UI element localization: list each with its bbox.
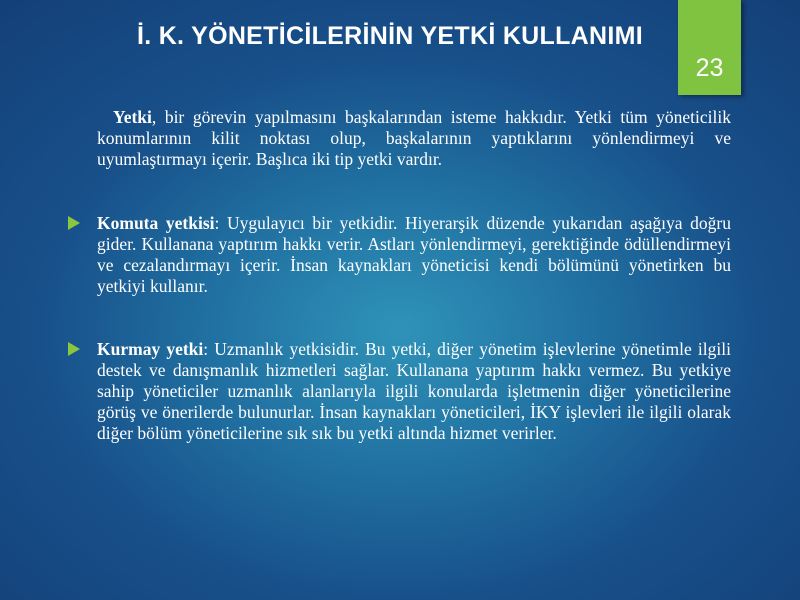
bullet-kurmay	[97, 339, 731, 444]
slide-title: İ. K. YÖNETİCİLERİNİN YETKİ KULLANIMI	[136, 22, 644, 50]
bullet-paragraph	[97, 339, 731, 444]
triangle-bullet-icon	[68, 216, 80, 230]
bullet-term: Komuta yetkisi	[97, 213, 215, 233]
bullet-komuta	[97, 213, 731, 297]
intro-paragraph	[97, 107, 731, 170]
intro-text: , bir görevin yapılmasını başkalarından isteme hakkıdır. Yetki tüm yöneticilik konumlarının kilit noktası olup, başkalarının yaptıklarını yönlendirmeyi ve uyumlaştırmayı içerir. Başlıca iki tip yetki vardır.	[97, 107, 731, 169]
bullet-text: : Uzmanlık yetkisidir. Bu yetki, diğer yönetim işlevlerine yönetimle ilgili destek ve danışmanlık hizmetleri sağlar. Kullanana yaptırım hakkı vermez. Bu yetkiye sahip yöneticiler uzmanlık alanlarıyla ilgili konularda işletmenin diğer yöneticilerine görüş ve önerilerde bulunurlar. İnsan kaynakları yöneticileri, İKY işlevleri ile ilgili olarak diğer bölüm yöneticilerine sık sık bu yetki altında hizmet verirler.	[97, 339, 731, 443]
page-number: 23	[695, 54, 724, 82]
intro-term: Yetki	[113, 107, 152, 127]
bullet-paragraph	[97, 213, 731, 297]
page-number-badge	[678, 0, 741, 95]
bullet-text: : Uygulayıcı bir yetkidir. Hiyerarşik düzende yukarıdan aşağıya doğru gider. Kullanana yaptırım hakkı verir. Astları yönlendirmeyi, gerektiğinde ödüllendirmeyi ve cezalandırmayı içerir. İnsan kaynakları yöneticisi kendi bölümünü yönetirken bu yetkiyi kullanır.	[97, 213, 731, 296]
bullet-term: Kurmay yetki	[97, 339, 204, 359]
slide-content	[97, 107, 731, 444]
triangle-bullet-icon	[68, 342, 80, 356]
